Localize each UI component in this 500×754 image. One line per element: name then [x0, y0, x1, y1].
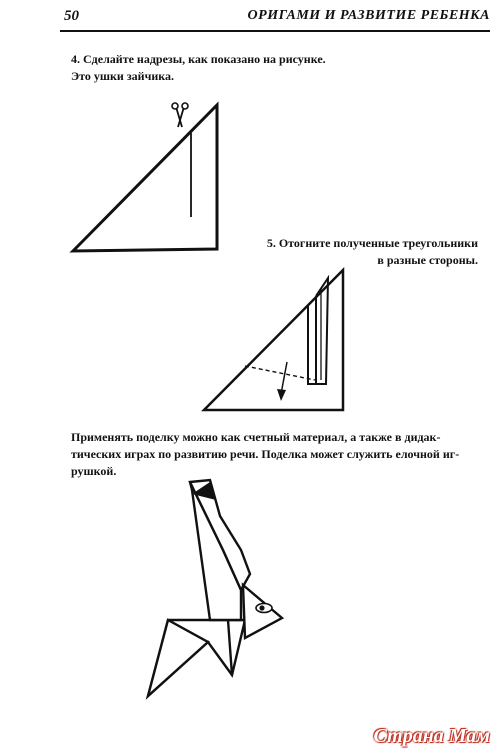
- figure-rabbit: [120, 470, 300, 710]
- page-header: [60, 8, 490, 32]
- page-number: 50: [64, 8, 79, 24]
- step-4-text: [71, 51, 401, 85]
- paragraph-line-1: Применять поделку можно как счетный материал, а также в дидак-: [71, 430, 441, 444]
- paper-triangle: [204, 270, 343, 410]
- paper-triangle: [73, 105, 217, 251]
- step-4-line-2: Это ушки зайчика.: [71, 69, 174, 83]
- rabbit-eye-icon: [256, 604, 272, 613]
- paragraph-line-3: рушкой.: [71, 464, 117, 478]
- step-5-line-2: в разные стороны.: [377, 253, 478, 267]
- step-5-line-1: 5. Отогните полученные треугольники: [266, 236, 478, 250]
- header-rule: [60, 30, 490, 32]
- watermark-logo: Страна Мам: [373, 725, 490, 747]
- step-4-line-1: 4. Сделайте надрезы, как показано на рисунке.: [71, 52, 326, 66]
- running-title: ОРИГАМИ И РАЗВИТИЕ РЕБЕНКА: [247, 8, 490, 23]
- figure-step-4: [60, 95, 230, 260]
- paragraph-line-2: тических играх по развитию речи. Поделка может служить елочной иг-: [71, 447, 460, 461]
- scissors-icon: [172, 103, 188, 127]
- figure-step-5: [195, 262, 355, 417]
